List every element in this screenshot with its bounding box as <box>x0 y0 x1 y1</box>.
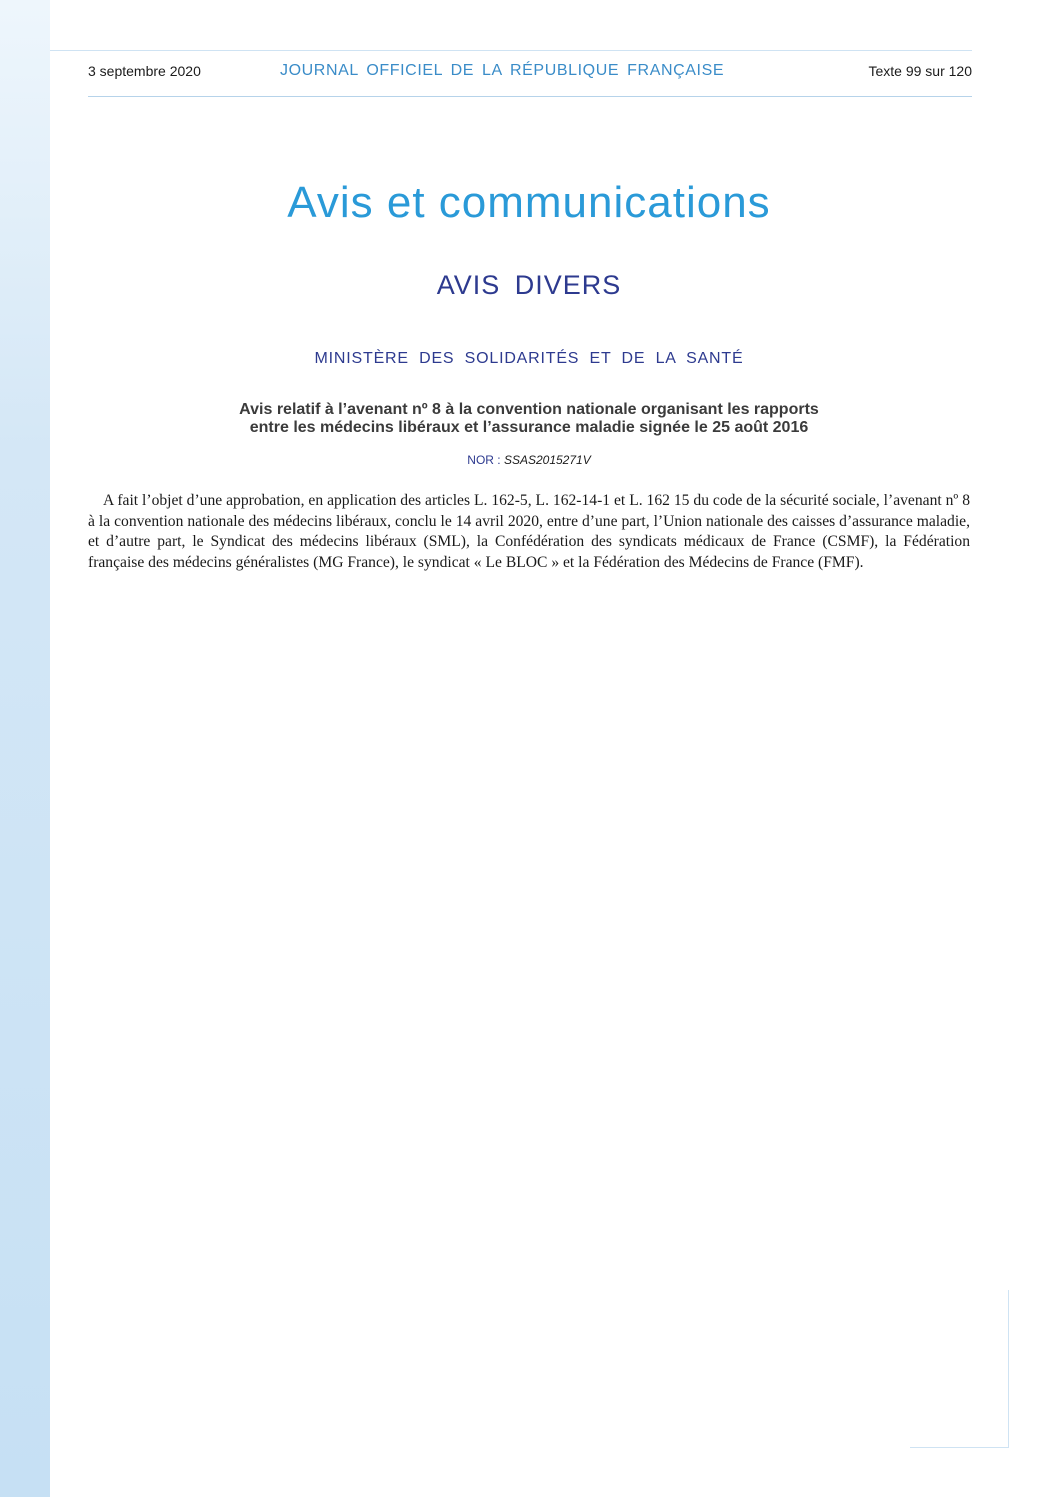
avis-heading-line-2: entre les médecins libéraux et l’assurance maladie signée le 25 août 2016 <box>249 419 809 436</box>
section-title: AVIS DIVERS <box>436 270 622 300</box>
page-header <box>88 63 972 85</box>
body-paragraph: A fait l’objet d’une approbation, en application des articles L. 162-5, L. 162-14-1 et L. 162 15 du code de la sécurité sociale, l’avenant nº 8 à la convention nationale des médecins libéraux, conclu le 14 avril 2020, entre d’une part, l’Union nationale des caisses d’assurance maladie, et d’autre part, le Syndicat des médecins libéraux (SML), la Confédération des syndicats médicaux de France (CSMF), la Fédération française des médecins généralistes (MG France), le syndicat « Le BLOC » et la Fédération des Médecins de France (FMF). <box>88 492 970 571</box>
frame-right-line <box>1008 1290 1009 1447</box>
avis-heading-line-1: Avis relatif à l’avenant nº 8 à la convention nationale organisant les rapports <box>239 401 819 418</box>
avis-heading <box>0 401 1058 437</box>
page-title: Avis et communications <box>287 178 771 227</box>
frame-bottom-line <box>910 1447 1009 1448</box>
header-date: 3 septembre 2020 <box>88 63 201 79</box>
header-divider <box>88 96 972 97</box>
ministry-heading: MINISTÈRE DES SOLIDARITÉS ET DE LA SANTÉ <box>314 350 744 367</box>
frame-top-line <box>50 50 972 51</box>
nor-reference <box>0 453 1058 467</box>
nor-value: SSAS2015271V <box>503 453 591 467</box>
journal-title: JOURNAL OFFICIEL DE LA RÉPUBLIQUE FRANÇAISE <box>280 62 725 79</box>
nor-label: NOR : <box>467 453 501 467</box>
text-number: Texte 99 sur 120 <box>868 63 972 79</box>
